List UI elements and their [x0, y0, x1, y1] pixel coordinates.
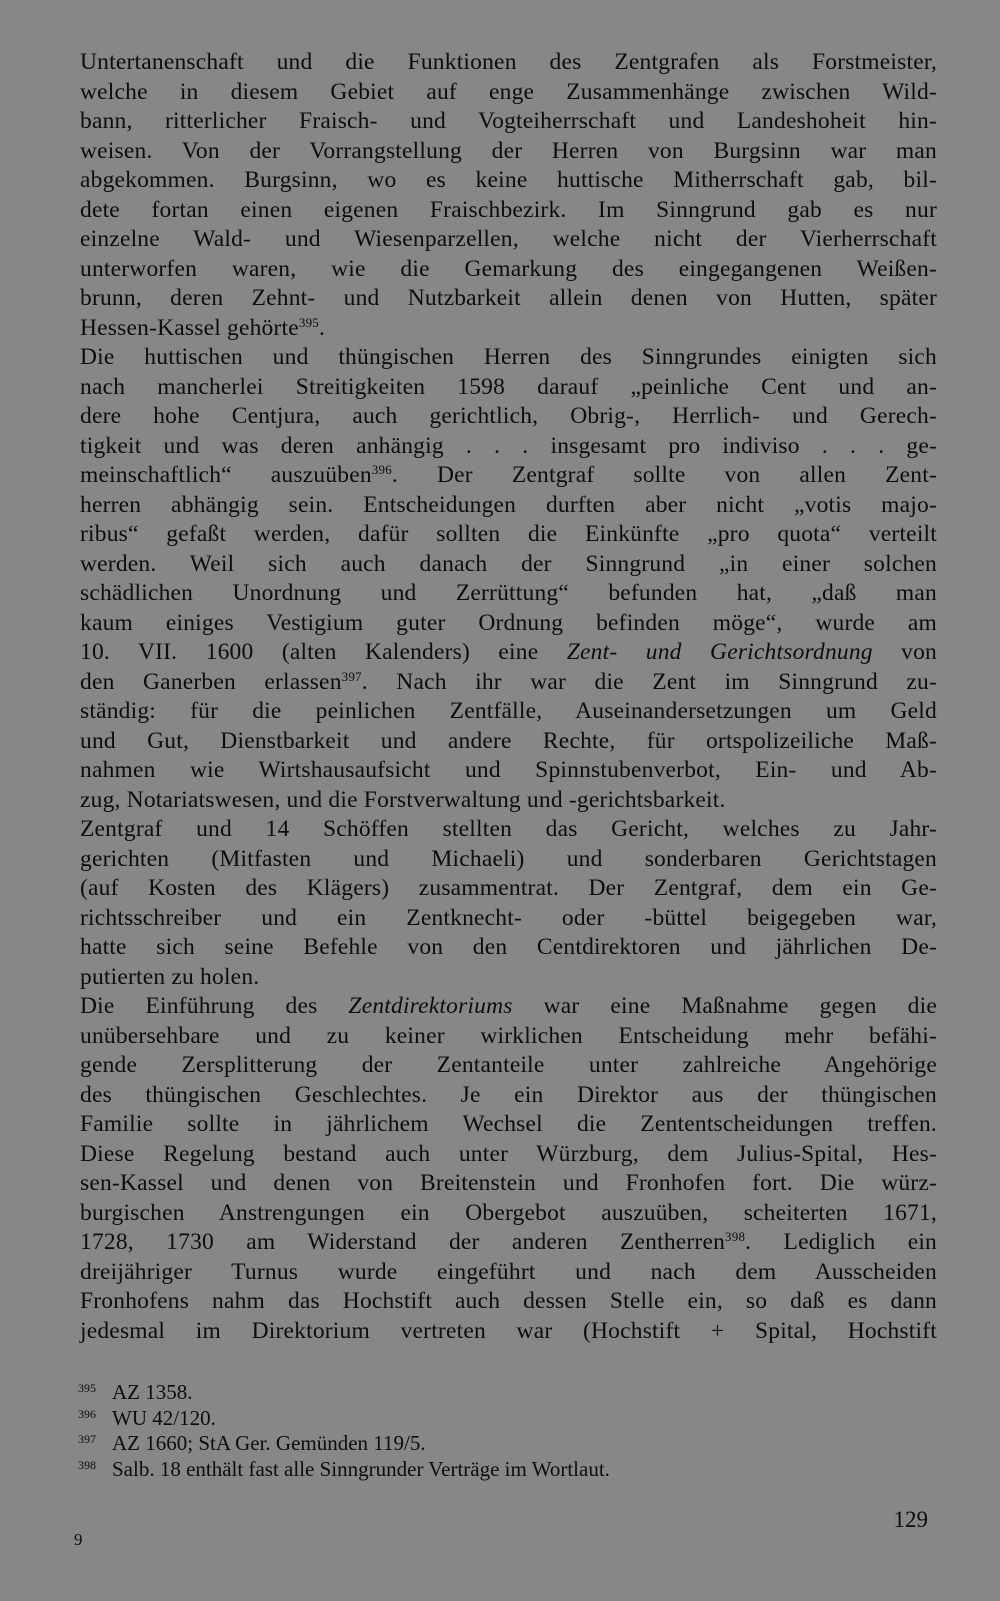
text-line: dreijähriger Turnus wurde eingeführt und nach dem Ausscheiden — [80, 1258, 937, 1285]
footnote-text: AZ 1660; StA Ger. Gemünden 119/5. — [112, 1431, 426, 1455]
text-line: sen-Kassel und denen von Breitenstein und Fronhofen fort. Die würz- — [80, 1170, 937, 1196]
line-text: 10. VII. 1600 (alten Kalenders) eine — [80, 639, 539, 665]
text-line — [80, 992, 937, 1022]
text-line: Fronhofens nahm das Hochstift auch dessen Stelle ein, so daß es dann — [80, 1288, 937, 1314]
text-line — [80, 314, 937, 344]
line-text-tail: . Der Zentgraf sollte von allen Zent- — [391, 462, 937, 488]
line-text-tail: war eine Maßnahme gegen die — [512, 993, 937, 1019]
italic-term: Zentdirektoriums — [348, 993, 513, 1019]
footnote: 396 WU 42/120. — [78, 1405, 216, 1430]
text-line: tigkeit und was deren anhängig . . . insgesamt pro indiviso . . . ge- — [80, 432, 937, 459]
line-text-tail: . Lediglich ein — [745, 1229, 938, 1255]
line-text-tail: von — [872, 639, 937, 665]
text-line: Diese Regelung bestand auch unter Würzburg, dem Julius-Spital, Hes- — [80, 1140, 937, 1167]
main-text-block — [80, 48, 937, 1346]
text-line: werden. Weil sich auch danach der Sinngrund „in einer solchen — [80, 550, 937, 577]
text-line: gerichten (Mitfasten und Michaeli) und sonderbaren Gerichtstagen — [80, 845, 937, 872]
text-line: brunn, deren Zehnt- und Nutzbarkeit allein denen von Hutten, später — [80, 285, 937, 311]
footnote-ref-397: 397 — [341, 668, 362, 684]
text-line: jedesmal im Direktorium vertreten war (Hochstift + Spital, Hochstift — [80, 1317, 937, 1344]
footnote-text: AZ 1358. — [112, 1380, 193, 1404]
text-line: des thüngischen Geschlechtes. Je ein Direktor aus der thüngischen — [80, 1081, 937, 1108]
footnote-ref-398: 398 — [725, 1229, 746, 1244]
footnote: 398 Salb. 18 enthält fast alle Sinngrunder Verträge im Wortlaut. — [78, 1456, 610, 1481]
line-text-tail: . Nach ihr war die Zent im Sinngrund zu- — [361, 668, 937, 695]
footnote: 397 AZ 1660; StA Ger. Gemünden 119/5. — [78, 1431, 426, 1455]
text-line: welche in diesem Gebiet auf enge Zusammenhänge zwischen Wild- — [80, 78, 937, 105]
text-line: unterworfen waren, wie die Gemarkung des eingegangenen Weißen- — [80, 255, 937, 282]
text-line — [80, 461, 937, 491]
footnote-text: WU 42/120. — [112, 1405, 216, 1430]
line-text: 1728, 1730 am Widerstand der anderen Zentherren — [80, 1229, 726, 1255]
footnotes — [78, 1380, 938, 1482]
line-text: Hessen-Kassel gehörte — [80, 314, 299, 341]
footnote-ref-395: 395 — [298, 314, 319, 330]
text-line: hatte sich seine Befehle von den Centdirektoren und jährlichen De- — [80, 934, 937, 960]
text-line: weisen. Von der Vorrangstellung der Herren von Burgsinn war man — [80, 137, 937, 164]
text-line: Zentgraf und 14 Schöffen stellten das Gericht, welches zu Jahr- — [80, 816, 937, 842]
text-line: Untertanenschaft und die Funktionen des Zentgrafen als Forstmeister, — [80, 49, 937, 75]
text-line: nahmen wie Wirtshausaufsicht und Spinnstubenverbot, Ein- und Ab- — [80, 757, 937, 783]
text-line: herren abhängig sein. Entscheidungen durften aber nicht „votis majo- — [80, 491, 937, 518]
line-text: Die Einführung des — [80, 993, 318, 1019]
text-line: Die huttischen und thüngischen Herren des Sinngrundes einigten sich — [80, 344, 937, 370]
text-line: und Gut, Dienstbarkeit und andere Rechte, für ortspolizeiliche Maß- — [80, 727, 937, 754]
text-line: einzelne Wald- und Wiesenparzellen, welche nicht der Vierherrschaft — [80, 226, 937, 252]
text-line: dere hohe Centjura, auch gerichtlich, Obrig-, Herrlich- und Gerech- — [80, 403, 937, 429]
text-line: nach mancherlei Streitigkeiten 1598 darauf „peinliche Cent und an- — [80, 373, 937, 400]
text-line: kaum einiges Vestigium guter Ordnung befinden möge“, wurde am — [80, 609, 937, 636]
footnote-ref-396: 396 — [371, 462, 392, 477]
text-line: richtsschreiber und ein Zentknecht- oder -büttel beigegeben war, — [80, 904, 937, 931]
text-line: zug, Notariatswesen, und die Forstverwaltung und -gerichtsbarkeit. — [80, 786, 726, 813]
text-line: (auf Kosten des Klägers) zusammentrat. Der Zentgraf, dem ein Ge- — [80, 875, 937, 901]
text-line: bann, ritterlicher Fraisch- und Vogteiherrschaft und Landeshoheit hin- — [80, 108, 937, 134]
footnote-text: Salb. 18 enthält fast alle Sinngrunder Verträge im Wortlaut. — [112, 1456, 610, 1481]
text-line: ständig: für die peinlichen Zentfälle, Auseinandersetzungen um Geld — [80, 698, 937, 724]
text-line — [80, 668, 937, 698]
text-line — [80, 638, 937, 668]
text-line: Familie sollte in jährlichem Wechsel die Zententscheidungen treffen. — [80, 1111, 937, 1137]
footnote: 395 AZ 1358. — [78, 1380, 193, 1404]
text-line: dete fortan einen eigenen Fraischbezirk. Im Sinngrund gab es nur — [80, 196, 937, 223]
page-number: 129 — [893, 1507, 928, 1532]
text-line: schädlichen Unordnung und Zerrüttung“ befunden hat, „daß man — [80, 580, 937, 606]
line-text: den Ganerben erlassen — [80, 668, 342, 695]
text-line: burgischen Anstrengungen ein Obergebot auszuüben, scheiterten 1671, — [80, 1199, 937, 1226]
text-line: putierten zu holen. — [80, 963, 260, 990]
line-text-tail: . — [319, 314, 326, 341]
text-line: gende Zersplitterung der Zentanteile unter zahlreiche Angehörige — [80, 1052, 937, 1078]
text-line: abgekommen. Burgsinn, wo es keine huttische Mitherrschaft gab, bil- — [80, 167, 937, 193]
line-text: meinschaftlich“ auszuüben — [80, 462, 372, 488]
text-line: unübersehbare und zu keiner wirklichen Entscheidung mehr befähi- — [80, 1022, 937, 1049]
text-line: ribus“ gefaßt werden, dafür sollten die Einkünfte „pro quota“ verteilt — [80, 521, 937, 547]
signature-mark: 9 — [74, 1530, 83, 1549]
text-line — [80, 1228, 937, 1258]
italic-title: Zent- und Gerichtsordnung — [566, 639, 873, 665]
